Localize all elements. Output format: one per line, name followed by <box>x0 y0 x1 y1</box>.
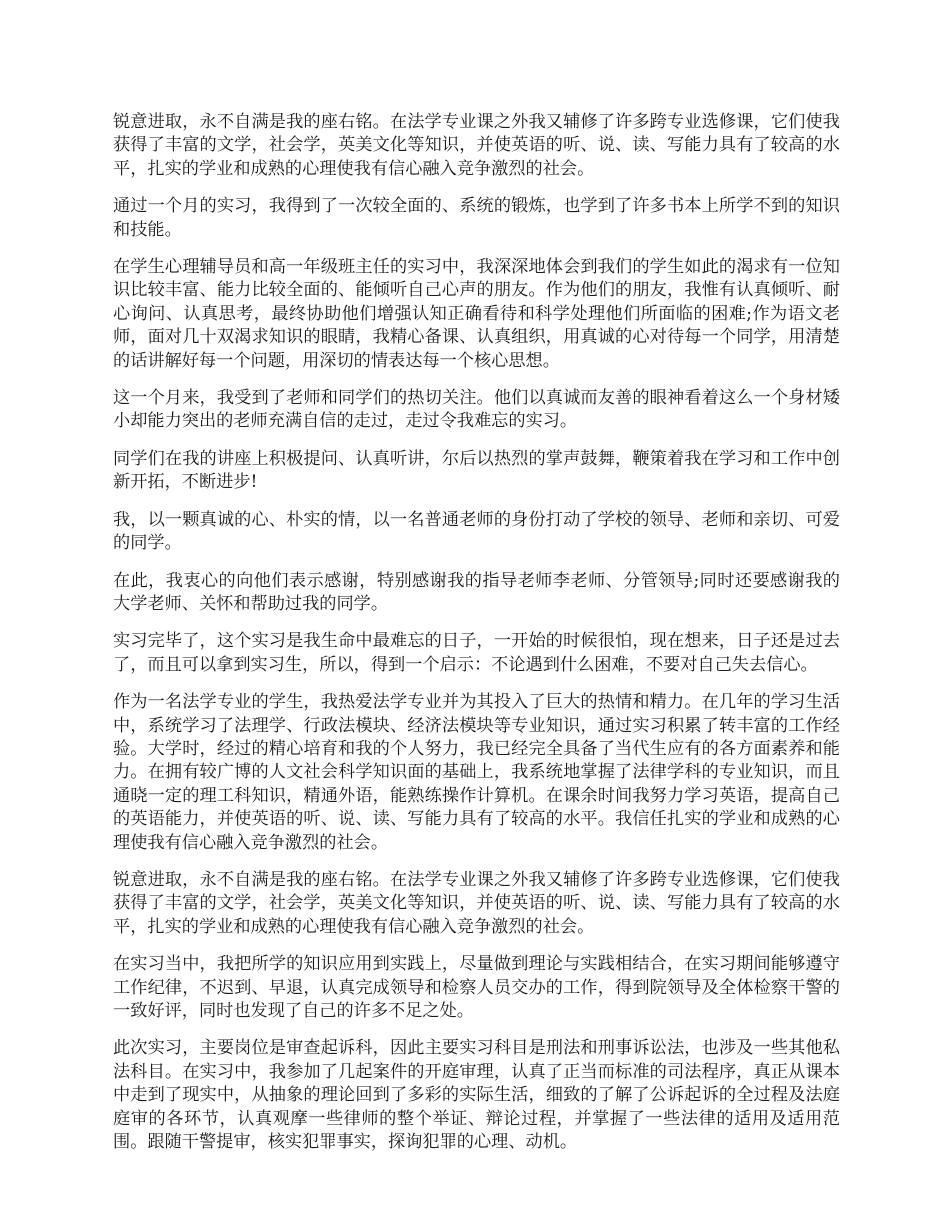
paragraph: 此次实习，主要岗位是审查起诉科，因此主要实习科目是刑法和刑事诉讼法，也涉及一些其他私法科目。在实习中，我参加了几起案件的开庭审理，认真了正当而标准的司法程序，真正从课本中走到了现实中，从抽象的理论回到了多彩的实际生活，细致的了解了公诉起诉的全过程及法庭庭审的各环节，认真观摩一些律师的整个举证、辩论过程，并掌握了一些法律的适用及适用范围。跟随干警提审，核实犯罪事实，探询犯罪的心理、动机。 <box>113 1038 840 1153</box>
paragraph: 作为一名法学专业的学生，我热爱法学专业并为其投入了巨大的热情和精力。在几年的学习生活中，系统学习了法理学、行政法模块、经济法模块等专业知识，通过实习积累了转丰富的工作经验。大学时，经过的精心培育和我的个人努力，我已经完全具备了当代生应有的各方面素养和能力。在拥有较广博的人文社会科学知识面的基础上，我系统地掌握了法律学科的专业知识，而且通晓一定的理工科知识，精通外语，能熟练操作计算机。在课余时间我努力学习英语，提高自己的英语能力，并使英语的听、说、读、写能力具有了较高的水平。我信任扎实的学业和成熟的心理使我有信心融入竞争激烈的社会。 <box>113 692 840 853</box>
paragraph: 锐意进取，永不自满是我的座右铭。在法学专业课之外我又辅修了许多跨专业选修课，它们使我获得了丰富的文学，社会学，英美文化等知识，并使英语的听、说、读、写能力具有了较高的水平，扎实的学业和成熟的心理使我有信心融入竞争激烈的社会。 <box>113 869 840 937</box>
paragraph: 我，以一颗真诚的心、朴实的情，以一名普通老师的身份打动了学校的领导、老师和亲切、可爱的同学。 <box>113 509 840 554</box>
paragraph: 在实习当中，我把所学的知识应用到实践上，尽量做到理论与实践相结合，在实习期间能够遵守工作纪律，不迟到、早退，认真完成领导和检察人员交办的工作，得到院领导及全体检察干警的一致好评，同时也发现了自己的许多不足之处。 <box>113 954 840 1021</box>
paragraph: 实习完毕了，这个实习是我生命中最难忘的日子，一开始的时候很怕，现在想来，日子还是过去了，而且可以拿到实习生，所以，得到一个启示：不论遇到什么困难，不要对自己失去信心。 <box>113 631 840 675</box>
paragraph: 在学生心理辅导员和高一年级班主任的实习中，我深深地体会到我们的学生如此的渴求有一位知识比较丰富、能力比较全面的、能倾听自己心声的朋友。作为他们的朋友，我惟有认真倾听、耐心询问、认真思考，最终协助他们增强认知正确看待和科学处理他们所面临的困难;作为语文老师，面对几十双渴求知识的眼睛，我精心备课、认真组织，用真诚的心对待每一个同学，用清楚的话讲解好每一个问题，用深切的情表达每一个核心思想。 <box>113 257 840 371</box>
paragraph: 同学们在我的讲座上积极提问、认真听讲，尔后以热烈的掌声鼓舞，鞭策着我在学习和工作中创新开拓，不断进步! <box>113 448 840 493</box>
paragraph: 通过一个月的实习，我得到了一次较全面的、系统的锻炼，也学到了许多书本上所学不到的知识和技能。 <box>113 196 840 240</box>
document-body <box>113 111 840 1168</box>
paragraph: 这一个月来，我受到了老师和同学们的热切关注。他们以真诚而友善的眼神看着这么一个身材矮小却能力突出的老师充满自信的走过，走过令我难忘的实习。 <box>113 388 840 432</box>
paragraph: 在此，我衷心的向他们表示感谢，特别感谢我的指导老师李老师、分管领导;同时还要感谢我的大学老师、关怀和帮助过我的同学。 <box>113 570 840 614</box>
paragraph: 锐意进取，永不自满是我的座右铭。在法学专业课之外我又辅修了许多跨专业选修课，它们使我获得了丰富的文学，社会学，英美文化等知识，并使英语的听、说、读、写能力具有了较高的水平，扎实的学业和成熟的心理使我有信心融入竞争激烈的社会。 <box>113 112 840 179</box>
